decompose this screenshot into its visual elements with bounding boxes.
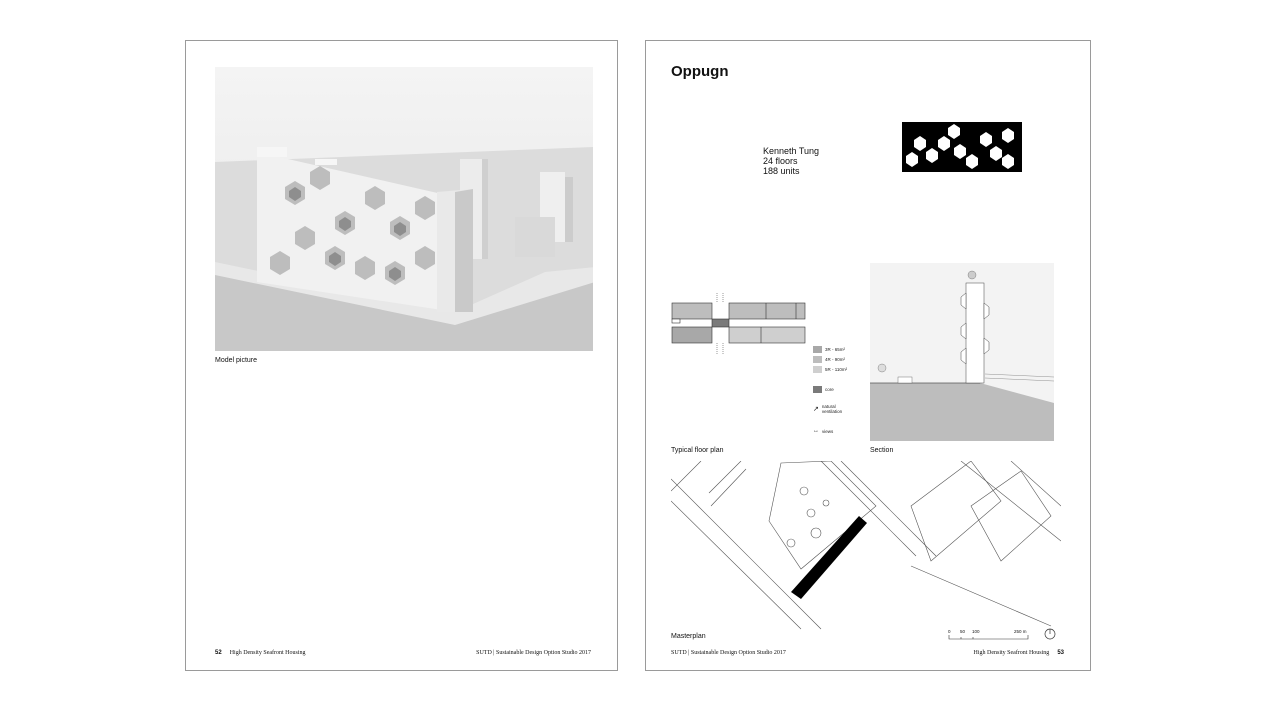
right-page (645, 40, 1091, 671)
left-footer (215, 650, 306, 656)
scale-label-250: 250 m (1014, 629, 1027, 634)
legend-4r: 4R - 90m² (825, 357, 846, 362)
swatch-3r (813, 346, 822, 353)
legend-3r: 3R - 65m² (825, 347, 846, 352)
north-arrow-icon (1044, 627, 1056, 645)
scale-bar (948, 629, 1038, 641)
floors-count: 24 floors (763, 156, 798, 166)
section-drawing (870, 263, 1054, 446)
swatch-5r (813, 366, 822, 373)
left-footer-title: High Density Seafront Housing (229, 650, 306, 656)
scale-label-50: 50 (960, 629, 966, 634)
left-page (185, 40, 618, 671)
elevation-pattern (902, 122, 1022, 177)
swatch-4r (813, 356, 822, 363)
floor-plan-caption: Typical floor plan (671, 447, 724, 454)
model-photo (215, 67, 593, 351)
project-title: Oppugn (671, 63, 729, 80)
left-footer-right: SUTD | Sustainable Design Option Studio 2017 (476, 650, 591, 656)
plan-legend (813, 346, 873, 436)
section-caption: Section (870, 447, 894, 454)
project-meta (763, 146, 819, 176)
ventilation-arrow-icon: ↗ (813, 406, 819, 413)
scale-label-100: 100 (972, 629, 980, 634)
right-footer-left: SUTD | Sustainable Design Option Studio 2017 (671, 650, 786, 656)
scale-label-0: 0 (948, 629, 951, 634)
author-name: Kenneth Tung (763, 146, 820, 156)
legend-ventilation: natural ventilation (821, 404, 843, 414)
masterplan-caption: Masterplan (671, 633, 706, 640)
legend-5r: 5R - 110m² (825, 367, 848, 372)
typical-floor-plan (671, 291, 811, 366)
views-arrow-icon: ↔ (813, 428, 819, 434)
swatch-core (813, 386, 822, 393)
masterplan-drawing (671, 461, 1061, 636)
right-footer-title: High Density Seafront Housing (973, 650, 1050, 656)
legend-views: views (822, 428, 834, 434)
model-picture-caption: Model picture (215, 357, 258, 364)
units-count: 188 units (763, 166, 800, 176)
legend-core: core (825, 387, 834, 392)
right-footer (973, 650, 1064, 656)
right-page-number: 53 (1057, 650, 1064, 656)
left-page-number: 52 (215, 650, 222, 656)
